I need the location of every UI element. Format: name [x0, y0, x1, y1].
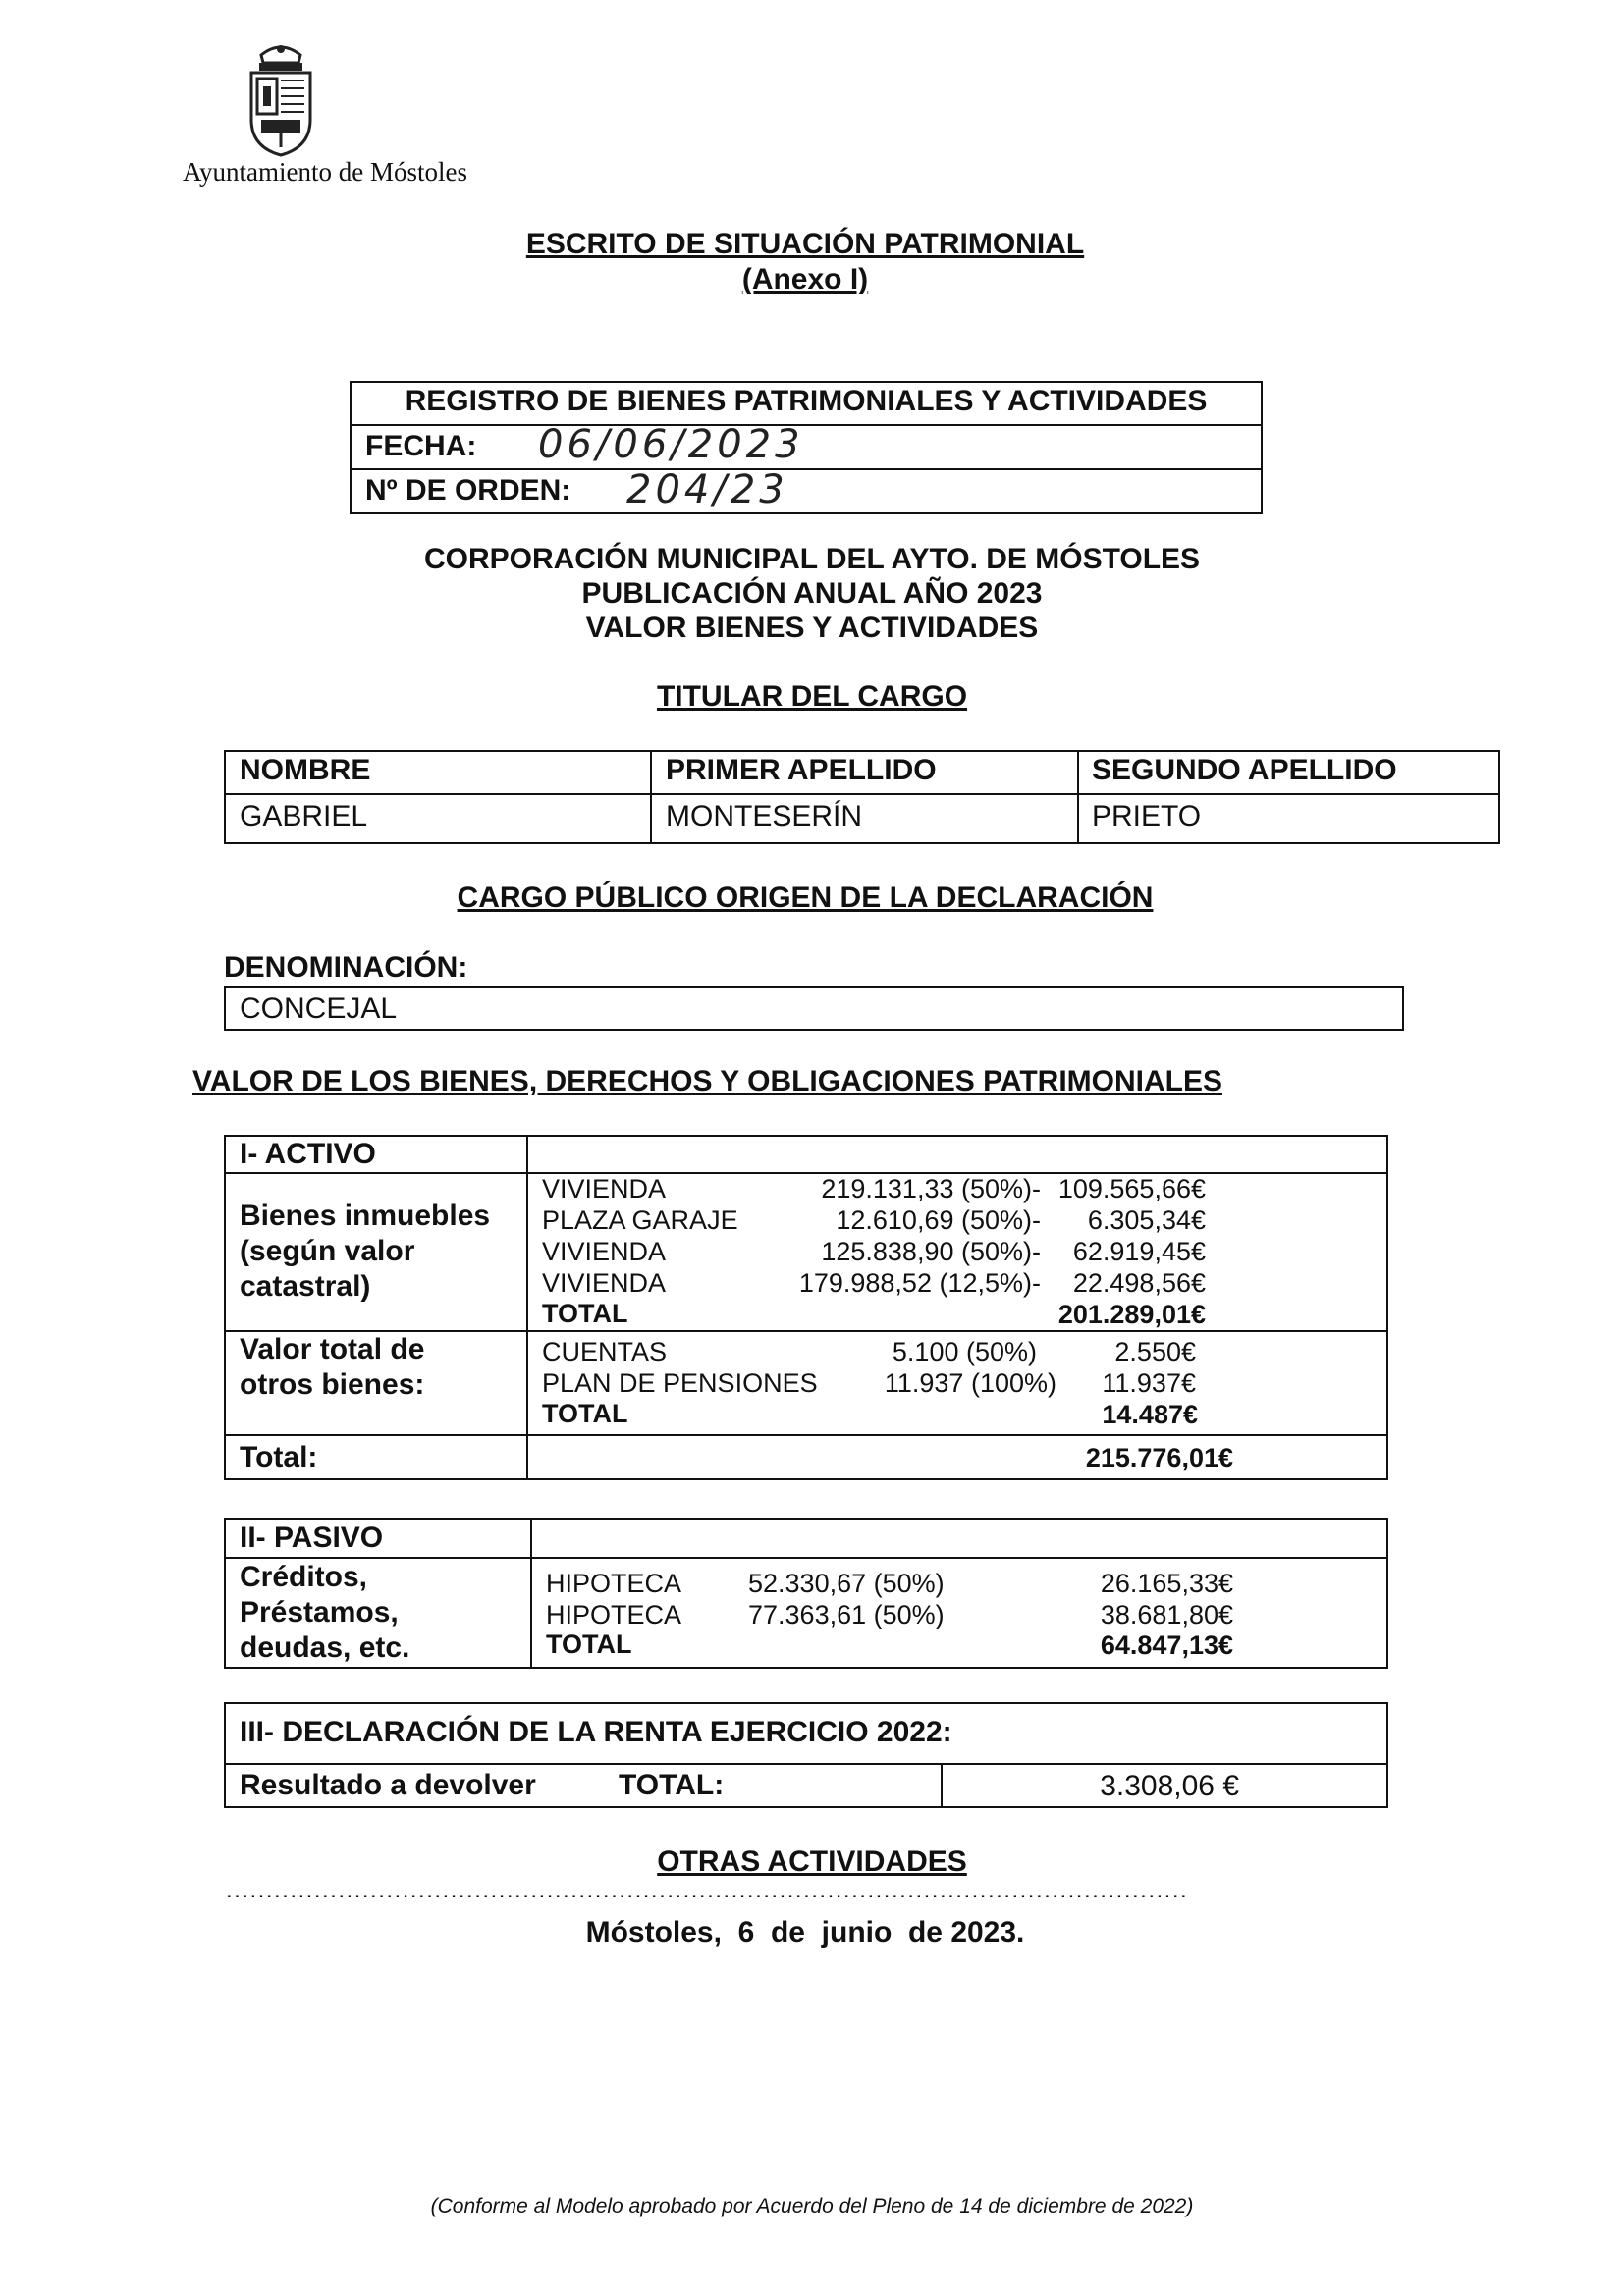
- denominacion-box: [224, 986, 1404, 1031]
- pasivo-total: 64.847,13€: [1100, 1630, 1233, 1660]
- denominacion-label: DENOMINACIÓN:: [224, 951, 468, 984]
- otros-importe: 11.937€: [1102, 1368, 1196, 1398]
- inmueble-valor: 219.131,33 (50%)-: [821, 1174, 1041, 1203]
- otras-dots: ........................................................................................................................: [226, 1877, 1189, 1903]
- inmueble-importe: 109.565,66€: [1057, 1174, 1206, 1203]
- document-title: ESCRITO DE SITUACIÓN PATRIMONIAL: [525, 228, 1085, 260]
- corporation-line2: PUBLICACIÓN ANUAL AÑO 2023: [581, 577, 1043, 610]
- pasivo-label-3: deudas, etc.: [240, 1631, 410, 1664]
- fecha-label: FECHA:: [365, 430, 477, 462]
- activo-heading: I- ACTIVO: [240, 1138, 376, 1170]
- pasivo-valor: 77.363,61 (50%): [748, 1600, 945, 1629]
- otras-heading: OTRAS ACTIVIDADES: [657, 1845, 967, 1878]
- inmueble-tipo: VIVIENDA: [542, 1268, 667, 1298]
- footer-note: (Conforme al Modelo aprobado por Acuerdo del Pleno de 14 de diciembre de 2022): [430, 2195, 1194, 2217]
- coat-of-arms-icon: [232, 41, 330, 159]
- renta-value: 3.308,06 €: [1100, 1770, 1239, 1802]
- otros-tipo: CUENTAS: [542, 1337, 668, 1366]
- otros-total: 14.487€: [1102, 1400, 1198, 1429]
- pasivo-label-2: Préstamos,: [240, 1596, 399, 1629]
- otros-valor: 11.937 (100%): [884, 1368, 1056, 1398]
- denominacion-value: CONCEJAL: [240, 992, 398, 1025]
- cargo-heading: CARGO PÚBLICO ORIGEN DE LA DECLARACIÓN: [457, 881, 1154, 914]
- otros-importe: 2.550€: [1114, 1337, 1196, 1366]
- pasivo-label-1: Créditos,: [240, 1561, 368, 1593]
- value-nombre: GABRIEL: [240, 800, 368, 832]
- inmuebles-label-2: (según valor: [240, 1235, 415, 1267]
- corporation-line1: CORPORACIÓN MUNICIPAL DEL AYTO. DE MÓSTOLES: [423, 543, 1201, 575]
- renta-total-label: TOTAL:: [619, 1769, 725, 1801]
- inmueble-importe: 22.498,56€: [1072, 1268, 1206, 1298]
- header-primer-apellido: PRIMER APELLIDO: [666, 754, 937, 786]
- institution-name: Ayuntamiento de Móstoles: [183, 157, 467, 187]
- activo-total-label: Total:: [240, 1441, 318, 1473]
- renta-label: Resultado a devolver: [240, 1769, 536, 1801]
- registry-heading: REGISTRO DE BIENES PATRIMONIALES Y ACTIVIDADES: [405, 385, 1208, 417]
- header-nombre: NOMBRE: [240, 754, 371, 786]
- inmueble-valor: 125.838,90 (50%)-: [821, 1237, 1041, 1266]
- activo-total: 215.776,01€: [1085, 1443, 1233, 1472]
- value-segundo-apellido: PRIETO: [1092, 800, 1202, 832]
- header-segundo-apellido: SEGUNDO APELLIDO: [1092, 754, 1397, 786]
- inmueble-tipo: PLAZA GARAJE: [542, 1205, 738, 1235]
- inmueble-importe: 6.305,34€: [1087, 1205, 1206, 1235]
- inmueble-valor: 12.610,69 (50%)-: [836, 1205, 1041, 1235]
- pasivo-total-label: TOTAL: [546, 1629, 632, 1659]
- document-subtitle: (Anexo I): [741, 263, 869, 295]
- inmuebles-label-3: catastral): [240, 1270, 371, 1303]
- corporation-line3: VALOR BIENES Y ACTIVIDADES: [585, 612, 1039, 644]
- valor-heading: VALOR DE LOS BIENES, DERECHOS Y OBLIGACIONES PATRIMONIALES: [192, 1065, 1223, 1097]
- otros-tipo: PLAN DE PENSIONES: [542, 1368, 818, 1398]
- inmuebles-total-label: TOTAL: [542, 1299, 628, 1328]
- otros-label-2: otros bienes:: [240, 1368, 425, 1401]
- pasivo-heading: II- PASIVO: [240, 1522, 384, 1554]
- otros-total-label: TOTAL: [542, 1399, 628, 1428]
- inmueble-valor: 179.988,52 (12,5%)-: [798, 1268, 1041, 1298]
- otros-valor: 5.100 (50%): [892, 1337, 1037, 1366]
- otros-label-1: Valor total de: [240, 1333, 425, 1365]
- inmueble-tipo: VIVIENDA: [542, 1237, 667, 1266]
- value-primer-apellido: MONTESERÍN: [666, 800, 863, 832]
- inmueble-importe: 62.919,45€: [1072, 1237, 1206, 1266]
- orden-value: 204/23: [626, 467, 788, 512]
- renta-heading: III- DECLARACIÓN DE LA RENTA EJERCICIO 2022:: [240, 1716, 952, 1748]
- fecha-value: 06/06/2023: [538, 422, 804, 467]
- pasivo-tipo: HIPOTECA: [546, 1569, 682, 1598]
- pasivo-valor: 52.330,67 (50%): [748, 1569, 945, 1598]
- place-date: Móstoles, 6 de junio de 2023.: [585, 1916, 1025, 1949]
- titular-heading: TITULAR DEL CARGO: [656, 680, 968, 713]
- pasivo-importe: 38.681,80€: [1100, 1600, 1233, 1629]
- inmuebles-total: 201.289,01€: [1057, 1300, 1206, 1329]
- inmuebles-label-1: Bienes inmuebles: [240, 1200, 491, 1232]
- pasivo-tipo: HIPOTECA: [546, 1600, 682, 1629]
- inmueble-tipo: VIVIENDA: [542, 1174, 667, 1203]
- pasivo-importe: 26.165,33€: [1100, 1569, 1233, 1598]
- orden-label: Nº DE ORDEN:: [365, 474, 571, 507]
